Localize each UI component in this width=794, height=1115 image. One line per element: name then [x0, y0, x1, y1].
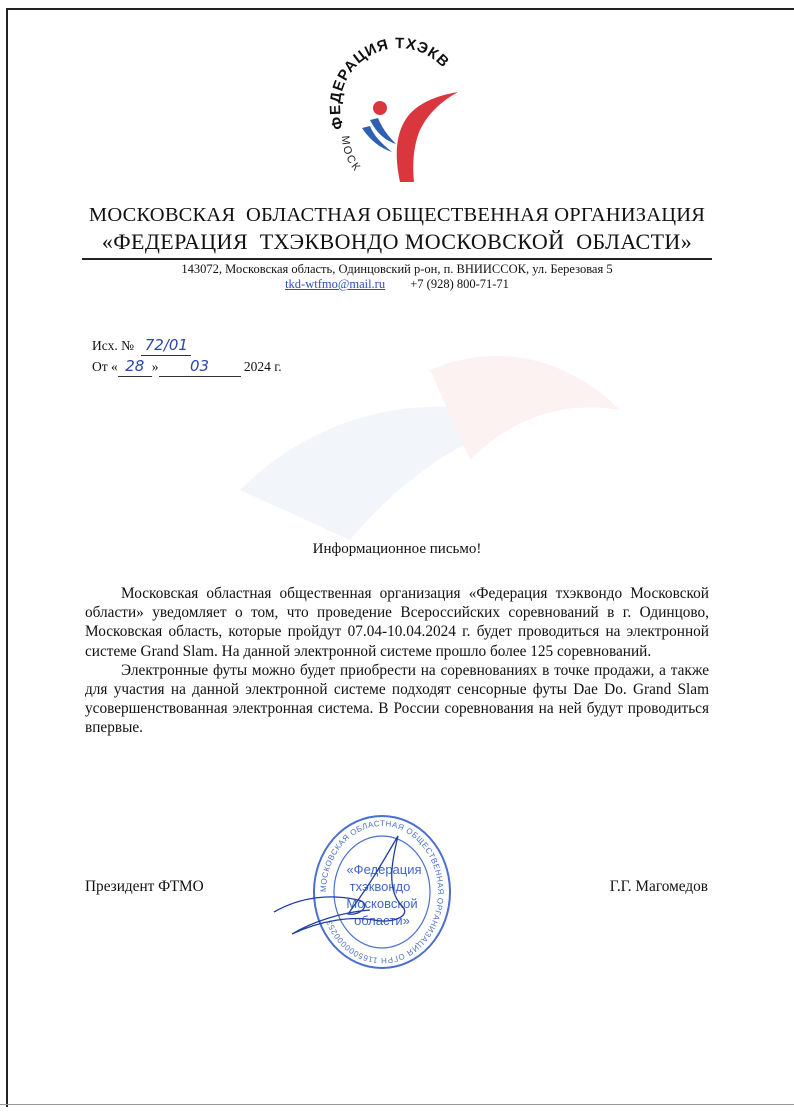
letter-paragraph-1: Московская областная общественная организация «Федерация тхэквондо Московской области» уведомляет о том, что проведение Всероссийских соревнований в г. Одинцово, Московская область, которые пройдут 07.04-10.04.2024 г. будет проводиться на электронной системе Grand Slam. На данной электронной системе прошло более 125 соревнований. — [85, 585, 709, 660]
date-mid: » — [151, 359, 159, 374]
stamp-line-1: «Федерация — [346, 862, 422, 877]
stamp-line-3: Московской — [346, 896, 418, 911]
signatory-role: Президент ФТМО — [85, 878, 204, 895]
svg-text:ФЕДЕРАЦИЯ ТХЭКВ — [327, 36, 453, 131]
org-contacts — [0, 277, 794, 292]
date-prefix: От « — [92, 359, 118, 374]
org-name-line1: МОСКОВСКАЯ ОБЛАСТНАЯ ОБЩЕСТВЕННАЯ ОРГАНИЗАЦИЯ — [88, 204, 706, 226]
date-month: 03 — [159, 356, 241, 377]
svg-text:МОСК — [339, 135, 363, 175]
logo-text-side: МОСК — [338, 135, 364, 175]
date-day: 28 — [118, 356, 152, 377]
stamp-ring-text: МОСКОВСКАЯ ОБЛАСТНАЯ ОБЩЕСТВЕННАЯ ОРГАНИЗАЦИЯ ОГРН 1165000000253 — [318, 818, 446, 966]
outgoing-number-label: Исх. № — [92, 338, 134, 353]
outgoing-reference — [92, 335, 282, 377]
stamp-line-4: области» — [354, 913, 410, 928]
stamp-line-2: тхэквондо — [349, 879, 411, 894]
letter-title: Информационное письмо! — [312, 541, 482, 557]
letter-paragraph-2: Электронные футы можно будет приобрести на соревнованиях в точке продажи, а также для участия на данной электронной системе подходят сенсорные футы Dae Do. Grand Slam усовершенствованная электронная система. В России соревнования на ней будут проводиться впервые. — [85, 661, 709, 737]
header-divider — [82, 258, 712, 260]
logo-text-top: ФЕДЕРАЦИЯ ТХЭКВ — [326, 36, 453, 132]
email-link[interactable]: tkd-wtfmo@mail.ru — [285, 277, 386, 291]
official-stamp — [262, 812, 472, 972]
signatory-name: Г.Г. Магомедов — [609, 878, 708, 895]
federation-logo — [322, 36, 472, 186]
date-year: 2024 г. — [243, 359, 282, 374]
bottom-rule — [0, 1104, 794, 1105]
letter-body — [85, 584, 709, 738]
phone-number: +7 (928) 800-71-71 — [410, 277, 509, 291]
org-address: 143072, Московская область, Одинцовский р-он, п. ВНИИССОК, ул. Березовая 5 — [181, 262, 613, 276]
org-name-line2: «ФЕДЕРАЦИЯ ТХЭКВОНДО МОСКОВСКОЙ ОБЛАСТИ» — [101, 229, 693, 254]
watermark-logo — [100, 250, 700, 630]
outgoing-number-value: 72/01 — [141, 335, 191, 356]
